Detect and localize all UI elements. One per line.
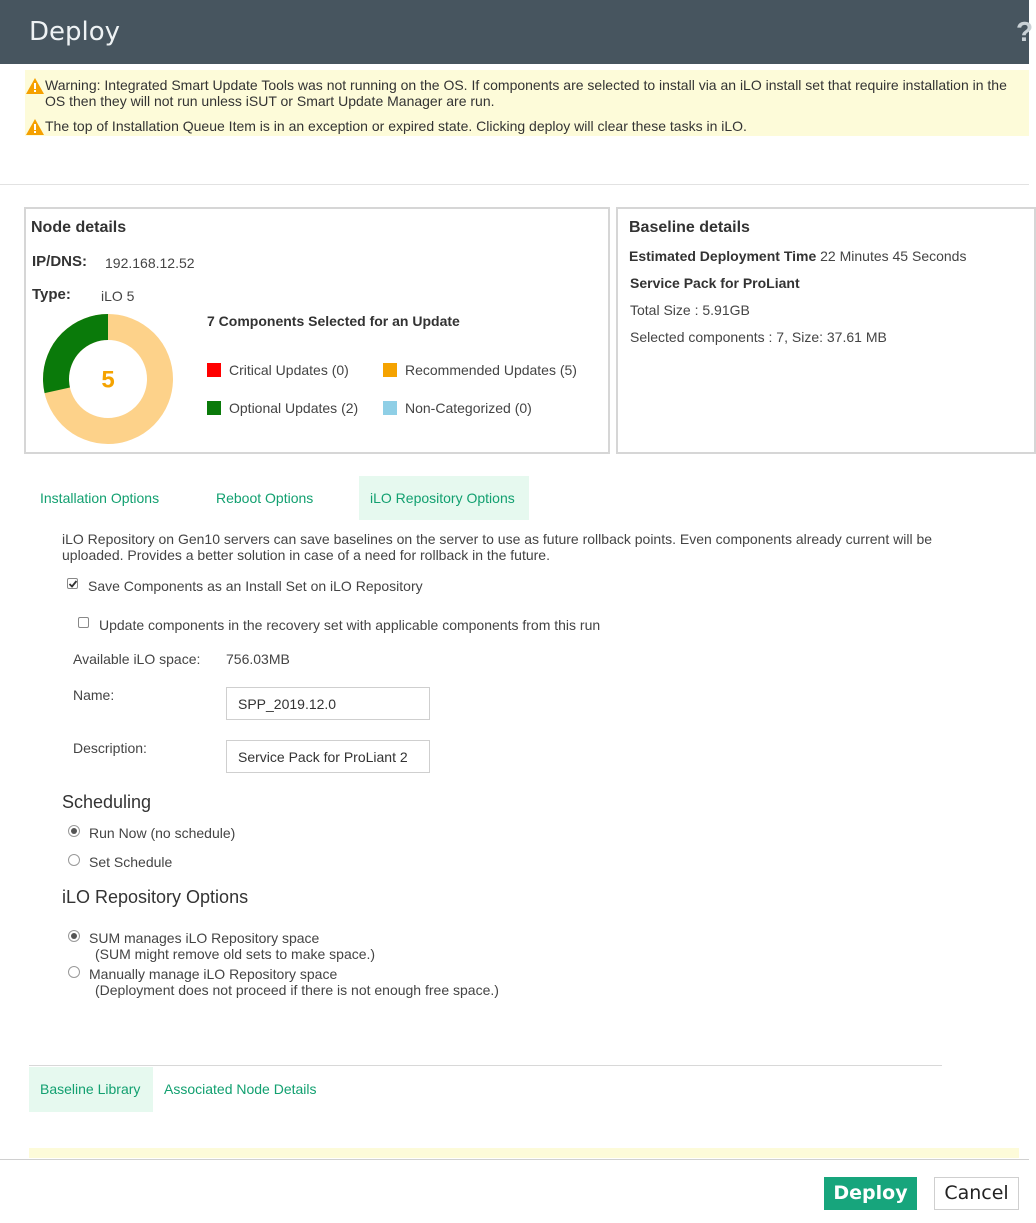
footer-divider	[0, 1159, 1029, 1160]
description-label: Description:	[73, 740, 147, 756]
set-schedule-radio[interactable]	[68, 854, 80, 866]
manual-manage-label: Manually manage iLO Repository space	[89, 966, 338, 982]
node-details-title: Node details	[31, 219, 127, 236]
repo-description: iLO Repository on Gen10 servers can save baselines on the server to use as future rollback points. Even components already current will be uploaded. Provides a better solution in case of a need for rollback in the future.	[62, 531, 933, 563]
estimated-time	[629, 248, 966, 264]
legend-recommended	[383, 362, 593, 382]
dialog-header	[0, 0, 1029, 64]
legend-swatch	[383, 401, 397, 415]
sum-manages-label: SUM manages iLO Repository space	[89, 930, 320, 946]
help-icon[interactable]: ?	[1016, 16, 1034, 47]
warning-icon	[25, 118, 45, 136]
total-size: Total Size : 5.91GB	[630, 302, 750, 318]
tab-installation-options[interactable]: Installation Options	[40, 490, 160, 506]
name-input[interactable]	[226, 687, 430, 720]
divider	[0, 184, 1029, 185]
legend-label: Critical Updates (0)	[229, 362, 349, 378]
warning-text: The top of Installation Queue Item is in an exception or expired state. Clicking deploy will clear these tasks in iLO.	[45, 118, 747, 134]
estimated-time-value: 22 Minutes 45 Seconds	[820, 248, 967, 264]
scheduling-heading: Scheduling	[62, 792, 152, 812]
estimated-time-label: Estimated Deployment Time	[629, 248, 817, 264]
available-space-label: Available iLO space:	[73, 651, 201, 667]
type-label: Type:	[32, 286, 71, 303]
selected-components: Selected components : 7, Size: 37.61 MB	[630, 329, 887, 345]
baseline-name: Service Pack for ProLiant	[630, 275, 800, 291]
legend-swatch	[207, 401, 221, 415]
available-space-value: 756.03MB	[226, 651, 290, 667]
baseline-details-title: Baseline details	[629, 219, 750, 236]
tab-reboot-options[interactable]: Reboot Options	[216, 490, 314, 506]
run-now-label: Run Now (no schedule)	[89, 825, 236, 841]
name-label: Name:	[73, 687, 115, 703]
tab-associated-node-details[interactable]: Associated Node Details	[164, 1081, 317, 1097]
legend-swatch	[383, 363, 397, 377]
checkmark-icon	[68, 579, 78, 589]
ip-label: IP/DNS:	[32, 253, 88, 270]
save-install-set-checkbox[interactable]	[67, 578, 78, 589]
manual-manage-note: (Deployment does not proceed if there is not enough free space.)	[95, 982, 499, 998]
legend-swatch	[207, 363, 221, 377]
update-recovery-set-checkbox[interactable]	[78, 617, 89, 628]
type-value: iLO 5	[101, 288, 135, 304]
manual-manage-radio[interactable]	[68, 966, 80, 978]
dialog-title: Deploy	[29, 17, 121, 47]
cancel-button[interactable]: Cancel	[934, 1177, 1019, 1210]
save-install-set-label: Save Components as an Install Set on iLO Repository	[88, 578, 423, 594]
legend-label: Non-Categorized (0)	[405, 400, 532, 416]
warning-text: Warning: Integrated Smart Update Tools was not running on the OS. If components are selected to install via an iLO install set that require installation in the OS then they will not run unless iSUT or Smart Update Manager are run.	[45, 77, 1007, 109]
description-input[interactable]	[226, 740, 430, 773]
bottom-tabs-divider	[29, 1065, 942, 1066]
warning-icon	[25, 77, 45, 95]
bottom-notice-strip	[29, 1148, 1019, 1158]
deploy-button[interactable]: Deploy	[824, 1177, 917, 1210]
tab-baseline-library[interactable]: Baseline Library	[29, 1067, 153, 1112]
update-recovery-set-label: Update components in the recovery set with applicable components from this run	[99, 617, 601, 633]
set-schedule-label: Set Schedule	[89, 854, 173, 870]
legend-optional	[207, 400, 407, 420]
sum-manages-note: (SUM might remove old sets to make space.)	[95, 946, 376, 962]
legend-label: Recommended Updates (5)	[405, 362, 577, 378]
sum-manages-radio[interactable]	[68, 930, 80, 942]
updates-donut-chart	[42, 313, 174, 445]
legend-noncategorized	[383, 400, 593, 420]
donut-center-value: 5	[101, 366, 115, 394]
repo-options-heading: iLO Repository Options	[62, 887, 249, 907]
warning-banner	[25, 70, 1029, 136]
run-now-radio[interactable]	[68, 825, 80, 837]
legend-label: Optional Updates (2)	[229, 400, 359, 416]
legend-critical	[207, 362, 407, 382]
components-title: 7 Components Selected for an Update	[207, 313, 460, 329]
tab-ilo-repository-options[interactable]: iLO Repository Options	[359, 476, 529, 520]
ip-value: 192.168.12.52	[105, 255, 195, 271]
